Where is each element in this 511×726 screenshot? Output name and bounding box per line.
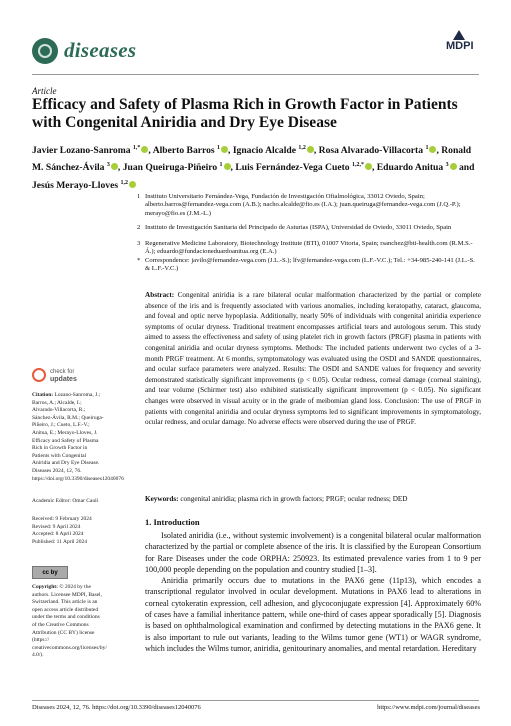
- author-affiliation-marker: 3: [445, 162, 449, 169]
- check-for-updates-button[interactable]: [32, 368, 102, 388]
- date-published: Published: 11 April 2024: [32, 538, 87, 545]
- author-name[interactable]: Rosa Alvarado-Villacorta $^1$: [319, 145, 437, 156]
- orcid-icon[interactable]: [365, 163, 372, 170]
- orcid-icon[interactable]: [450, 163, 457, 170]
- citation-text: Lozano-Sanroma, J.; Barros, A.; Alcalde, I.; Alvarado-Villacorta, R.; Sánchez-Ávila, R.M.; Queiruga-Piñeiro, J.; Cueto, L.F.-V.; Anitua, E.; Merayo-Lloves, J. Efficacy and Safety of Plasma Rich in Growth Factor in Patients with Congenital Aniridia and Dry Eye Disease. Diseases 2024, 12, 76. https://doi.org/10.3390/diseases12040076: [32, 392, 124, 482]
- article-title: Efficacy and Safety of Plasma Rich in Growth Factor in Patients with Congenital Aniridia and Dry Eye Disease: [32, 96, 458, 131]
- keywords-text: congenital aniridia; plasma rich in growth factors; PRGF; ocular redness; DED: [180, 495, 408, 503]
- orcid-icon[interactable]: [111, 163, 118, 170]
- abstract-label: Abstract:: [145, 291, 175, 299]
- mdpi-logo-icon: [453, 30, 465, 40]
- academic-editor: Academic Editor: Omar Cauli: [32, 498, 99, 504]
- copyright-label: Copyright:: [32, 584, 58, 590]
- abstract: [145, 290, 481, 428]
- author-affiliation-marker: 1,*: [132, 145, 141, 151]
- keywords: [145, 494, 481, 504]
- abstract-text: Congenital aniridia is a rare bilateral ocular malformation characterized by the partial or complete absence of the iris and is frequently associated with various anomalies, including keratopathy, cataract, glaucoma, and foveal and optic nerve hypoplasia. Additionally, nearly 50% of individuals with congenital aniridia experience symptoms of ocular dryness. Traditional treatment encompasses artificial tears and autologous serum. This study aimed to assess the effectiveness and safety of using platelet rich in growth factors (PRGF) plasma in patients with congenital aniridia and ocular dryness symptoms. Methods: The included patients underwent two cycles of a 3-month PRGF treatment. At 6 months, symptomatology was evaluated using the OSDI and SANDE questionnaires, and ocular surface parameters were analyzed. Results: The OSDI and SANDE values for frequency and severity demonstrated statistically significant improvements (p < 0.05). Ocular redness, corneal damage (corneal staining), and tear volume (Schirmer test) also exhibited statistically significant improvement (p < 0.05). No significant changes were observed in visual acuity or in the grade of meibomian gland loss. Conclusion: The use of PRGF in patients with congenital aniridia and ocular dryness symptoms led to significant improvements in symptomatology, ocular redness, and ocular damage. No adverse effects were observed during the use of PRGF.: [145, 291, 482, 427]
- journal-name: diseases: [64, 38, 137, 62]
- journal-url-link[interactable]: https://www.mdpi.com/journal/diseases: [377, 704, 480, 711]
- affiliation-item: [137, 224, 480, 232]
- article-type: Article: [32, 86, 57, 96]
- date-accepted: Accepted: 8 April 2024: [32, 531, 84, 538]
- author-affiliation-marker: 1,2: [120, 179, 128, 186]
- copyright-block: [32, 584, 107, 660]
- affiliation-item: [137, 257, 480, 274]
- citation-label: Citation:: [32, 392, 54, 398]
- introduction-body: [145, 530, 481, 654]
- author-list: Javier Lozano-Sanroma $^{1,*}$ , Alberto Barros $^1$ , Ignacio Alcalde $^{1,2}$ , Rosa Alvarado-Villacorta $^1$ , Ronald M. Sánchez-Ávila $^3$ , Juan Queiruga-Piñeiro $^1$ , Luis Fernández-Vega Cueto $^{1,2,*}$ , Eduardo Anitua $^3$ and Jesús Merayo-Lloves $^{1,2}$: [32, 145, 475, 191]
- affiliation-text: Regenerative Medicine Laboratory, Biotechnology Institute (BTI), 01007 Vitoria, Spain; rsanchez@bti-health.com (R.M.S.-Á.); eduardo@fundacioneduardoanitua.org (E.A.): [145, 240, 473, 256]
- citation-block: [32, 392, 124, 483]
- publisher-name: MDPI: [446, 40, 474, 52]
- check-updates-icon: [32, 368, 46, 382]
- author-affiliation-marker: 1,2,*: [351, 162, 364, 169]
- author-name[interactable]: Alberto Barros $^1$: [153, 145, 228, 156]
- copyright-text: © 2024 by the authors. Licensee MDPI, Basel, Switzerland. This article is an open access article distributed under the terms and conditions of the Creative Commons Attribution (CC BY) license (https:// creativecommons.org/licenses/by/ 4.0/).: [32, 584, 107, 659]
- affiliation-item: [137, 193, 480, 218]
- author-name[interactable]: Eduardo Anitua $^3$: [377, 162, 457, 173]
- affiliation-text: Correspondence: javilo@fernandez-vega.com (J.L.-S.); lfv@fernandez-vega.com (L.F.-V.C.); Tel.: +34-985-240-141 (J.L.-S. & L.F.-V.C.): [145, 257, 475, 273]
- author-affiliation-marker: 1: [219, 162, 223, 169]
- cc-license-badge[interactable]: cc by: [32, 566, 68, 579]
- orcid-icon[interactable]: [129, 181, 136, 188]
- author-name[interactable]: Ronald M. Sánchez-Ávila $^3$: [32, 145, 472, 174]
- affiliation-number: 3: [137, 240, 141, 247]
- orcid-icon[interactable]: [224, 163, 231, 170]
- journal-logo-icon: [32, 38, 58, 64]
- keywords-label: Keywords:: [145, 495, 179, 503]
- orcid-icon[interactable]: [307, 146, 314, 153]
- author-name[interactable]: Javier Lozano-Sanroma $^{1,*}$: [32, 145, 148, 156]
- affiliation-number: 1: [137, 193, 141, 200]
- date-received: Received: 9 February 2024: [32, 516, 92, 522]
- affiliation-text: Instituto de Investigación Sanitaria del Principado de Asturias (ISPA), Universidad de Oviedo, 33011 Oviedo, Spain: [145, 224, 452, 231]
- author-affiliation-marker: 1,2: [298, 145, 306, 151]
- author-name[interactable]: Jesús Merayo-Lloves $^{1,2}$: [32, 180, 136, 191]
- orcid-icon[interactable]: [221, 146, 228, 153]
- check-updates-line1: check for: [50, 369, 75, 375]
- orcid-icon[interactable]: [429, 146, 436, 153]
- header-divider: [32, 74, 479, 75]
- orcid-icon[interactable]: [141, 146, 148, 153]
- author-affiliation-marker: 1: [217, 145, 221, 151]
- check-updates-line2: updates: [50, 376, 77, 383]
- author-name[interactable]: Luis Fernández-Vega Cueto $^{1,2,*}$: [235, 162, 372, 173]
- intro-paragraph: Aniridia primarily occurs due to mutations in the PAX6 gene (11p13), which encodes a transcriptional regulator involved in ocular development. Mutations in PAX6 lead to alterations in corneal cytokeratin expression, cell adhesion, and glycoconjugate expression [4]. Approximately 60% of cases have a familial inheritance pattern, while one-third of cases appear sporadically [5]. Diagnosis is based on ophthalmological examination and confirmed by detecting mutations in the PAX6 gene. It is also important to rule out variants, leading to the Wilms tumor gene (WT1) or WAGR syndrome, which includes the Wilms tumor, aniridia, genitourinary anomalies, and mental retardation. Hereditary: [145, 576, 481, 653]
- affiliation-item: [137, 240, 480, 257]
- affiliation-text: Instituto Universitario Fernández-Vega, Fundación de Investigación Oftalmológica, 33012 Oviedo, Spain; alberto.barros@fernandez-vega.com (A.B.); nacho.alcalde@fio.es (I.A.); juan.queiruga@fernandez-vega.com (J.Q.-P.); merayo@fio.es (J.M.-L.): [145, 193, 461, 217]
- footer-divider: [32, 700, 479, 701]
- affiliation-number: 2: [137, 224, 141, 231]
- date-revised: Revised: 9 April 2024: [32, 523, 81, 530]
- author-name[interactable]: Ignacio Alcalde $^{1,2}$: [233, 145, 314, 156]
- author-affiliation-marker: 1: [425, 145, 429, 151]
- section-heading: 1. Introduction: [145, 517, 200, 527]
- author-affiliation-marker: 3: [106, 162, 110, 169]
- intro-paragraph: Isolated aniridia (i.e., without systemic involvement) is a congenital bilateral ocular malformation characterized by the partial or complete absence of the iris. It is classified by the European Consortium for Rare Diseases under the code ORPHA: 250923. Its estimated prevalence varies from 1 to 9 per 100,000 people depending on the population and country studied [1–3].: [145, 531, 481, 574]
- dates-block: [32, 516, 104, 546]
- author-name[interactable]: Juan Queiruga-Piñeiro $^1$: [123, 162, 231, 173]
- footer-citation: Diseases 2024, 12, 76. https://doi.org/10.3390/diseases12040076: [32, 704, 201, 711]
- affiliation-number: *: [137, 257, 141, 264]
